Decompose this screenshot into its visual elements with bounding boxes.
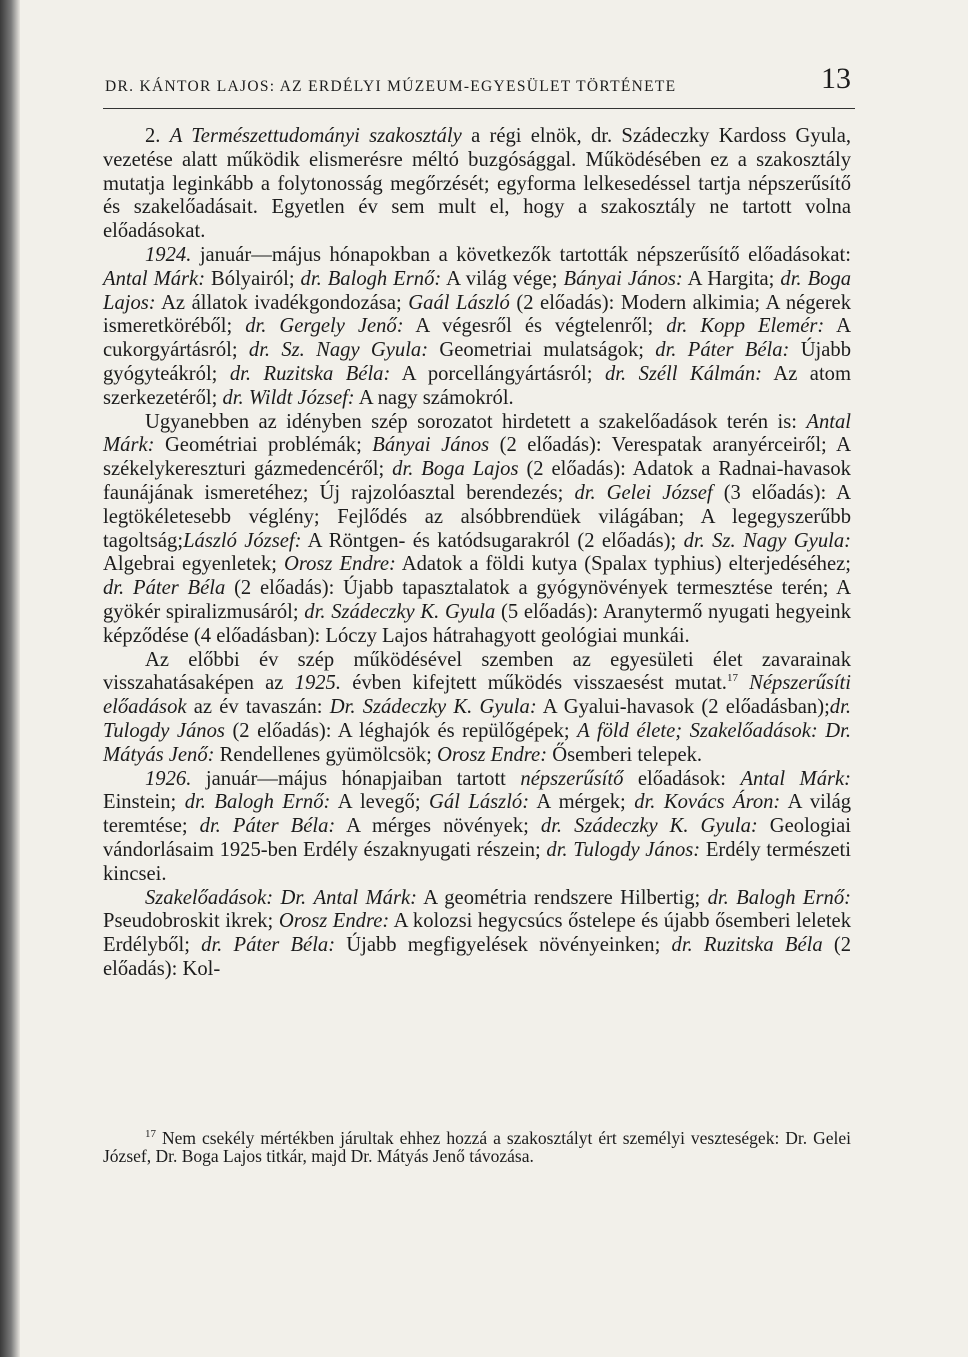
lecture-title: Újabb gyógyteákról; — [103, 339, 852, 385]
title-abbr: dr. — [666, 315, 688, 338]
paragraph-2 — [103, 244, 851, 411]
title-abbr: dr. — [184, 791, 206, 814]
section-label: Népszerűsíti előadások — [103, 672, 851, 719]
title-abbr: dr. — [683, 529, 705, 552]
lecturer-name: Gaál László — [408, 291, 510, 314]
lecturer-name: Ruzitska Béla: — [263, 362, 391, 385]
title-abbr: dr. — [671, 934, 693, 957]
lecture-title: A mérgek; — [536, 791, 626, 814]
lecturer-name: Szádeczky K. Gyula: — [574, 815, 758, 838]
lecturer-name: Boga Lajos — [421, 458, 519, 481]
title-abbr: dr. — [199, 815, 221, 838]
title-abbr: dr. — [780, 267, 802, 290]
text-run: az év tavaszán: — [193, 696, 323, 719]
lecturer-name: Páter Béla: — [233, 934, 336, 957]
title-abbr: dr. — [829, 696, 851, 719]
lecturer-name: Orosz Endre: — [278, 910, 390, 933]
section-label: Szakelőadások: — [145, 886, 274, 909]
lecture-title: (2 előadás): Verespatak aranyérceiről; A székelykereszturi gázmedencéről; — [103, 434, 851, 481]
title-abbr: dr. — [304, 600, 326, 623]
lecture-title: (5 előadás): Aranytermő nyugati hegyeink képződése (4 előadásban): Lóczy Lajos hátrahagyott geológiai munkái. — [103, 600, 851, 647]
paragraph-5 — [103, 768, 851, 887]
lecturer-name: Balogh Ernő: — [736, 886, 851, 909]
lecture-title: Adatok a földi kutya (Spalax typhius) elterjedéséhez; — [401, 553, 851, 576]
text-run: a régi elnök, dr. Szádeczky Kardoss Gyula, vezetése alatt működik elismerésre méltó buzgósággal. Működésében ez a szakosztály mutatja leginkább a folytonosság megőrzését; egyforma lelkesedéssel tartja népszerűsítő és szakelőadásait. Egyetlen év sem mult el, hogy a szakosztály ne tartott volna előadásokat. — [103, 125, 851, 243]
lecturer-name: Tulogdy János — [103, 719, 225, 742]
lecture-title: (2 előadás): A léghajók és repülőgépek; — [232, 719, 570, 742]
lecturer-name: Gergely Jenő: — [279, 315, 404, 338]
text-run: január—május hónapjaiban tartott — [205, 767, 506, 790]
lecturer-name: Orosz Endre: — [284, 553, 396, 576]
title-abbr: dr. — [546, 838, 568, 861]
title-abbr: dr. — [634, 791, 656, 814]
lecturer-name: László József: — [183, 529, 302, 552]
lecture-title: (2 előadás): Adatok a Radnai-havasok faunájának ismeretéhez; Új rajzolóasztal berendezés; — [103, 458, 851, 504]
title-abbr: dr. — [248, 339, 271, 362]
title-abbr: dr. — [103, 577, 125, 600]
lecture-title: A Röntgen- és katódsugarakról (2 előadás); — [307, 529, 677, 552]
page-number: 13 — [821, 62, 851, 95]
lecture-title: Erdély természeti kincsei. — [103, 838, 851, 885]
footnote-number: 17 — [145, 1128, 156, 1141]
title-abbr: dr. — [392, 458, 414, 481]
lecturer-name: Balogh Ernő: — [327, 267, 442, 290]
title-abbr: dr. — [201, 934, 223, 957]
lecture-title: (3 előadás): A legtökéletesebb véglény; Fejlődés az alsóbbrendüek világában; A legegyszerűbb tagoltság; — [103, 481, 851, 552]
title-abbr: dr. — [604, 362, 627, 385]
lecturer-name: Szádeczky K. Gyula — [331, 600, 496, 623]
lecturer-name: Gelei József — [606, 481, 713, 504]
section-title: A Természettudományi szakosztály — [169, 125, 462, 147]
title-abbr: dr. — [574, 481, 596, 504]
lecturer-name: Ruzitska Béla — [703, 934, 823, 957]
lecturer-name: Orosz Endre: — [437, 743, 548, 766]
title-abbr: dr. — [707, 886, 729, 909]
lecture-title: A levegő; — [337, 791, 421, 814]
lecturer-name: Páter Béla — [132, 577, 226, 600]
footnote-text: Nem csekély mértékben járultak ehhez hozzá a szakosztályt ért személyi veszteségek: Dr. Gelei József, Dr. Boga Lajos titkár, majd Dr. Mátyás Jenő távozása. — [103, 1128, 851, 1166]
lecture-title-italic: A föld élete; Szakelőadások: — [577, 719, 818, 742]
footnote — [103, 1130, 851, 1165]
paragraph-1 — [103, 125, 851, 244]
lecturer-name: Páter Béla: — [232, 815, 336, 838]
title-abbr: dr. — [229, 362, 252, 385]
lecture-title: (2 előadás): Újabb tapasztalatok a gyógynövények termesztése terén; A gyökér spiralizmusáról; — [103, 577, 852, 623]
lecture-title: Geométriai problémák; — [164, 434, 362, 457]
lecturer-name: Tulogdy János: — [573, 838, 701, 861]
year: 1926. — [145, 767, 192, 790]
lecturer-name: Kovács Áron: — [663, 791, 781, 814]
lecture-title: A geométria rendszere Hilbertig; — [423, 886, 701, 909]
text-run: Az előbbi év szép működésével szemben az egyesületi élet zavarainak visszahatásaképen az — [103, 648, 851, 695]
lecture-title: (2 előadás): Kol- — [103, 934, 851, 980]
lecture-title: Bólyairól; — [211, 267, 295, 290]
title-abbr: dr. — [540, 815, 563, 838]
lecture-title: A világ vége; — [446, 267, 558, 290]
lecture-title: Pseudobroskit ikrek; — [103, 910, 274, 933]
lecture-title: A kolozsi hegycsúcs őstelepe és újabb ősemberi leletek Erdélyből; — [103, 910, 851, 957]
text-run: január—május hónapokban a következők tartották népszerűsítő előadásokat: — [199, 243, 851, 266]
lecture-title: Az atom szerkezetéről; — [103, 362, 851, 409]
lecturer-name: Sz. Nagy Gyula: — [712, 529, 851, 552]
paragraph-6 — [103, 887, 851, 982]
lecturer-name: Szádeczky K. Gyula: — [362, 696, 537, 719]
lecturer-name: Bányai János — [372, 434, 490, 457]
lecturer-name: Wildt József: — [248, 386, 355, 409]
lecture-title: A világ teremtése; — [103, 791, 852, 838]
footnote-ref: 17 — [726, 672, 738, 685]
lecture-title: (2 előadás): Modern alkimia; A négerek ismeretköréből; — [103, 291, 851, 338]
lecture-title: Einstein; — [103, 791, 177, 814]
title-abbr: dr. — [300, 267, 322, 290]
running-header — [103, 62, 855, 109]
lecture-title: A nagy számokról. — [358, 386, 514, 409]
lecture-title: A végesről és végtelenről; — [415, 315, 654, 338]
lecturer-name: Kopp Elemér: — [700, 315, 825, 338]
lecturer-name: Széll Kálmán: — [638, 362, 763, 385]
section-label: népszerűsítő — [520, 767, 624, 790]
header-title: DR. KÁNTOR LAJOS: AZ ERDÉLYI MÚZEUM-EGYESÜLET TÖRTÉNETE — [105, 78, 677, 95]
lecturer-name: Boga Lajos: — [103, 267, 852, 314]
title-abbr: Dr. — [329, 696, 356, 719]
paragraph-4 — [103, 649, 851, 768]
title-abbr: dr. — [245, 315, 267, 338]
lecture-title: A cukorgyártásról; — [103, 315, 851, 362]
lecturer-name: Gál László: — [429, 791, 530, 814]
lecturer-name: Antal Márk: — [103, 267, 206, 290]
title-abbr: Dr. — [280, 886, 307, 909]
lecture-title: Ősemberi telepek. — [552, 743, 703, 766]
title-abbr: Dr. — [825, 719, 852, 742]
lecture-title: Újabb megfigyelések növényeinken; — [346, 934, 661, 957]
lecturer-name: Páter Béla: — [687, 339, 790, 362]
lecture-title: Az állatok ivadékgondozása; — [161, 291, 402, 314]
lecturer-name: Antal Márk: — [313, 886, 417, 909]
lecture-title: A porcellángyártásról; — [401, 362, 593, 385]
lecturer-name: Antal Márk: — [740, 767, 852, 790]
lecturer-name: Mátyás Jenő: — [103, 743, 215, 766]
year: 1925. — [294, 672, 341, 695]
lecturer-name: Antal Márk: — [103, 410, 851, 457]
lecture-title: Geometriai mulatságok; — [439, 339, 644, 362]
lecturer-name: Sz. Nagy Gyula: — [281, 339, 429, 362]
text-run: évben kifejtett működés visszaesést mutat. — [352, 672, 727, 695]
lecture-title: A Gyalui-havasok (2 előadásban); — [542, 696, 830, 719]
text-run: előadások: — [637, 767, 726, 790]
lecturer-name: Balogh Ernő: — [214, 791, 331, 814]
lecture-title: Rendellenes gyümölcsök; — [219, 743, 432, 766]
lecture-title: A mérges növények; — [346, 815, 529, 838]
lecturer-name: Bányai János: — [563, 267, 683, 290]
lecture-title: Geologiai vándorlásaim 1925-ben Erdély északnyugati részein; — [103, 815, 851, 861]
lecture-title: Algebrai egyenletek; — [103, 553, 277, 576]
title-abbr: dr. — [655, 339, 677, 362]
body-text — [103, 125, 851, 982]
paragraph-3 — [103, 411, 851, 649]
lecture-title: A Hargita; — [687, 267, 775, 290]
section-number: 2. — [145, 125, 161, 147]
title-abbr: dr. — [222, 386, 244, 409]
text-run: Ugyanebben az idényben szép sorozatot hirdetett a szakelőadások terén is: — [145, 410, 797, 433]
year: 1924. — [145, 243, 192, 266]
